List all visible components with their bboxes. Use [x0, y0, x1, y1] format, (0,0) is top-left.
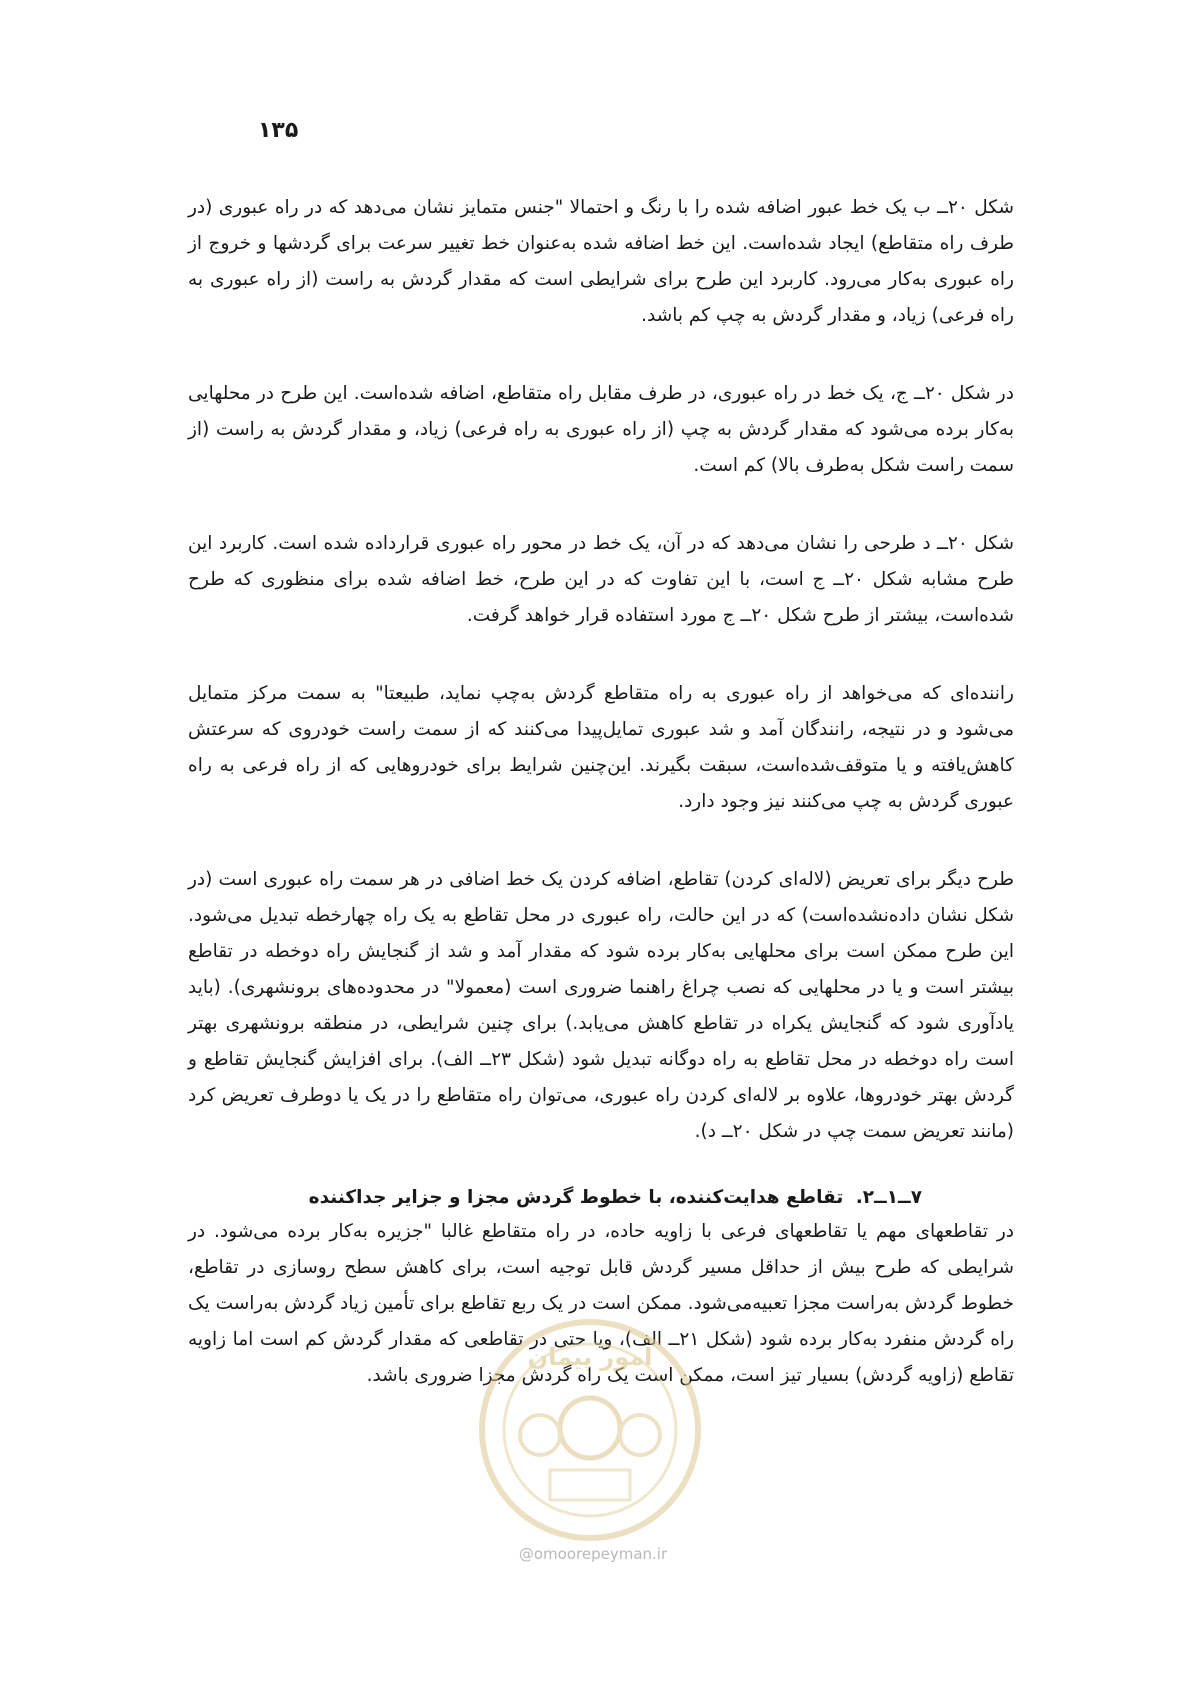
section-number: ۷ــ۱ــ۲. [855, 1187, 922, 1208]
watermark-logo [470, 1310, 710, 1550]
paragraph-2: در شکل ۲۰ــ ج، یک خط در راه عبوری، در طرف مقابل راه متقاطع، اضافه شده‌است. این طرح در محلهایی به‌کار برده می‌شود که مقدار گردش به چپ (از راه عبوری به راه فرعی) زیاد، و مقدار گردش به راست (از سمت راست شکل به‌طرف بالا) کم است. [188, 383, 1014, 476]
paragraph-3: شکل ۲۰ــ د طرحی را نشان می‌دهد که در آن، یک خط در محور راه عبوری قرارداده شده است. کاربرد این طرح مشابه شکل ۲۰ــ ج است، با این تفاوت که در این طرح، خط اضافه شده برای منظوری که طرح شده‌است، بیشتر از طرح شکل ۲۰ــ ج مورد استفاده قرار خواهد گرفت. [188, 533, 1015, 626]
watermark-logo-text: امور پیمان [527, 1343, 653, 1371]
section-heading [188, 1182, 1014, 1214]
section-title: تقاطع هدایت‌کننده، با خطوط گردش مجزا و جزایر جداکننده [308, 1187, 844, 1208]
watermark-url: @omoorepeyman.ir [518, 1545, 668, 1563]
paragraph-4: راننده‌ای که می‌خواهد از راه عبوری به راه متقاطع گردش به‌چپ نماید، طبیعتا" به سمت مرکز متمایل می‌شود و در نتیجه، رانندگان آمد و شد عبوری تمایل‌پیدا می‌کنند که از سمت راست خودروی که سرعتش کاهش‌یافته و یا متوقف‌شده‌است، سبقت بگیرند. این‌چنین شرایط برای خودروهایی که از راه فرعی به راه عبوری گردش به چپ می‌کنند نیز وجود دارد. [188, 683, 1014, 812]
document-body [188, 190, 1014, 1436]
section-paragraph: در تقاطعهای مهم یا تقاطعهای فرعی با زاویه حاده، در راه متقاطع غالبا "جزیره به‌کار برده می‌شود. در شرایطی که طرح بیش از حداقل مسیر گردش قابل توجیه است، برای کاهش سطح روسازی در تقاطع، خطوط گردش به‌راست مجزا تعبیه‌می‌شود. ممکن است در یک ربع تقاطع برای تأمین زیاد گردش به‌راست یک راه گردش منفرد به‌کار برده شود (شکل ۲۱ــ الف)، ویا حتی در تقاطعی که مقدار گردش کم است اما زاویه تقاطع (زاویه گردش) بسیار تیز است، ممکن است یک راه گردش مجزا ضروری باشد. [188, 1221, 1014, 1386]
page-number: ۱۳۵ [258, 118, 299, 143]
paragraph-1: شکل ۲۰ــ ب یک خط عبور اضافه شده را با رنگ و احتمالا "جنس متمایز نشان می‌دهد که در راه عبوری (در طرف راه متقاطع) ایجاد شده‌است. این خط اضافه شده به‌عنوان خط تغییر سرعت برای گردشها و خروج از راه عبوری به‌کار می‌رود. کاربرد این طرح برای شرایطی است که مقدار گردش به راست (از راه عبوری به راه فرعی) زیاد، و مقدار گردش به چپ کم باشد. [188, 197, 1014, 326]
paragraph-5: طرح دیگر برای تعریض (لاله‌ای کردن) تقاطع، اضافه کردن یک خط اضافی در هر سمت راه عبوری است (در شکل نشان داده‌نشده‌است) که در این حالت، راه عبوری در محل تقاطع به یک راه چهارخطه تبدیل می‌شود. این طرح ممکن است برای محلهایی به‌کار برده شود که مقدار آمد و شد از گنجایش راه دوخطه در تقاطع بیشتر است و یا در محلهایی که نصب چراغ راهنما ضروری است (معمولا" در محدوده‌های برونشهری). (باید یادآوری شود که گنجایش یکراه در تقاطع کاهش می‌یابد.) برای چنین شرایطی، در منطقه برونشهری بهتر است راه دوخطه در محل تقاطع به راه دوگانه تبدیل شود (شکل ۲۳ــ الف). برای افزایش گنجایش تقاطع و گردش بهتر خودروها، علاوه بر لاله‌ای کردن راه عبوری، می‌توان راه متقاطع را در یک یا دوطرف تعریض کرد (مانند تعریض سمت چپ در شکل ۲۰ــ د). [188, 869, 1015, 1142]
